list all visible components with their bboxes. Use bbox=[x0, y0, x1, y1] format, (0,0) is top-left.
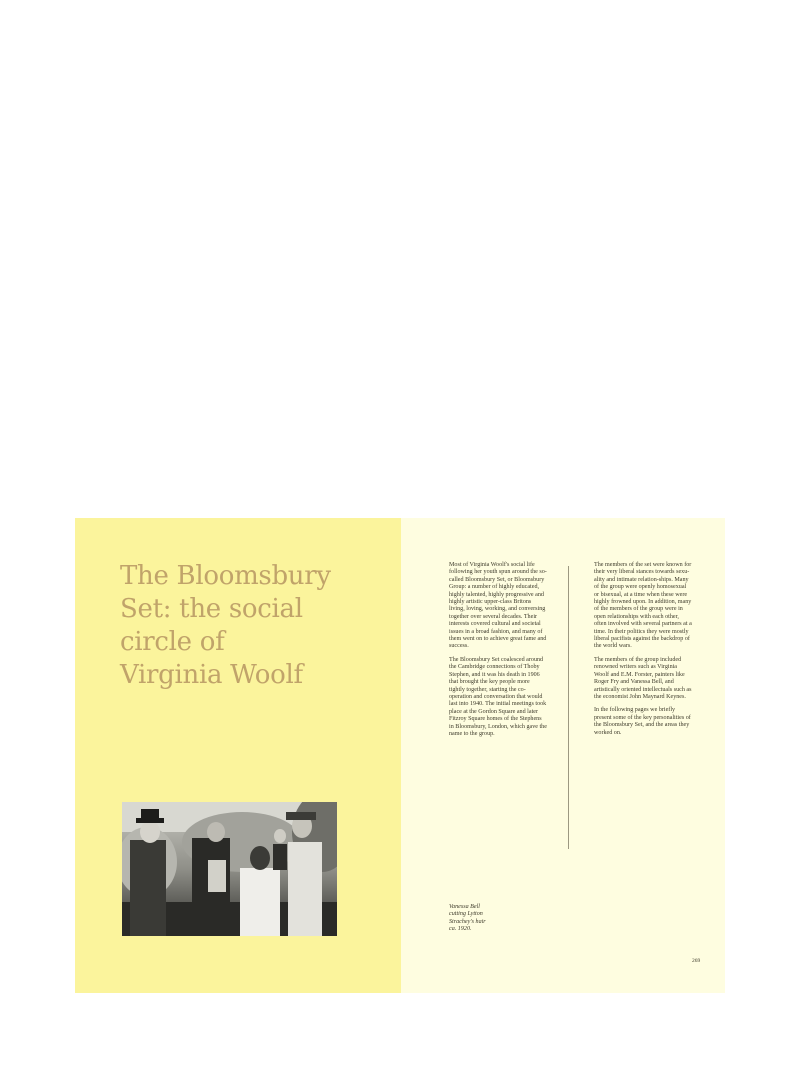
paragraph: In the following pages we briefly present some of the key personalities of the Bloomsbury Set, and the areas they worked on. bbox=[594, 707, 691, 736]
right-page bbox=[401, 518, 725, 993]
paragraph: The Bloomsbury Set coalesced around the Cambridge connections of Thoby Stephen, and it was his death in 1906 that brought the key people more tightly together, starting the co-operation and conversation that would last into 1940. The initial meetings took place at the Gordon Square and later Fitzroy Square homes of the Stephens in Bloomsbury, London, which gave the name to the group. bbox=[449, 656, 547, 737]
left-page bbox=[75, 518, 401, 993]
text-column-2 bbox=[594, 562, 692, 743]
caption-line: Strachey's hair bbox=[449, 918, 486, 925]
column-divider bbox=[568, 566, 569, 849]
title-line: circle of bbox=[120, 627, 225, 657]
title-line: Virginia Woolf bbox=[120, 660, 303, 690]
page-title bbox=[120, 560, 380, 692]
page-number: 269 bbox=[692, 958, 701, 964]
book-spread bbox=[75, 518, 725, 993]
caption-line: cutting Lytton bbox=[449, 911, 483, 918]
title-line: Set: the social bbox=[120, 594, 303, 624]
paragraph: The members of the set were known for their very liberal stances towards sexu-ality and intimate relation-ships. Many of the group were openly homosexual or bisexual, at a time when these were highly frowned upon. In addition, many of the members of the group were in open relationships with each other, often involved with several partners at a time. In their politics they were mostly liberal pacifists against the backdrop of the world wars. bbox=[594, 562, 692, 650]
caption-line: ca. 1920. bbox=[449, 926, 472, 933]
paragraph: The members of the group included renowned writers such as Virginia Woolf and E.M. Forster, painters like Roger Fry and Vanessa Bell, and artistically oriented intellectuals such as the economist John Maynard Keynes. bbox=[594, 656, 692, 700]
title-line: The Bloomsbury bbox=[120, 561, 331, 591]
paragraph: Most of Virginia Woolf's social life following her youth spun around the so-called Bloomsbury Set, or Bloomsbury Group: a number of highly educated, highly talented, highly progressive and highly artistic upper-class Britons living, loving, working, and conversing together over several decades. Their interests covered cultural and societal issues in a broad fashion, and many of them went on to achieve great fame and success. bbox=[449, 562, 547, 650]
text-column-1 bbox=[449, 562, 547, 744]
caption-line: Vanessa Bell bbox=[449, 904, 480, 910]
photo-caption bbox=[449, 904, 509, 934]
historical-photo bbox=[122, 802, 337, 936]
